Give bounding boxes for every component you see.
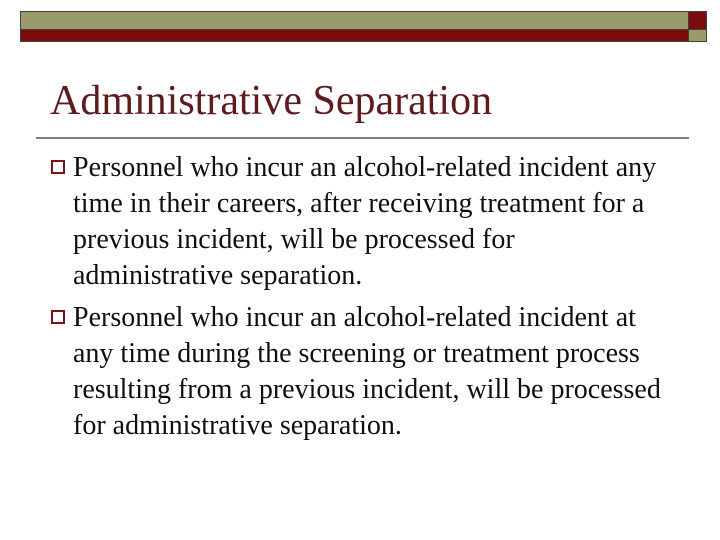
bullet-text-line: Personnel who incur an alcohol-related incident any [73, 152, 657, 183]
bullet-text-line: any time during the screening or treatment process [73, 338, 640, 369]
slide-title: Administrative Separation [50, 78, 493, 124]
bullet-text [73, 300, 661, 444]
corner-maroon-square [689, 11, 707, 30]
bullet-text-line: for administrative separation. [73, 410, 402, 441]
bullet-item [51, 300, 691, 444]
bullet-text-line: time in their careers, after receiving treatment for a [73, 188, 645, 219]
bullet-text-line: Personnel who incur an alcohol-related incident at [73, 302, 636, 333]
bullet-text-line: administrative separation. [73, 260, 363, 291]
bullet-item [51, 150, 691, 294]
title-divider-line [36, 137, 689, 139]
maroon-band [20, 30, 689, 42]
top-corner-blocks [689, 11, 707, 42]
top-bars [20, 11, 689, 42]
bullet-text [73, 150, 656, 294]
hollow-square-bullet-icon [51, 310, 65, 324]
corner-tan-square [689, 30, 707, 42]
bullet-text-line: previous incident, will be processed for [73, 224, 515, 255]
bullet-text-line: resulting from a previous incident, will be processed [73, 374, 661, 405]
tan-band [20, 11, 689, 30]
slide-body [51, 150, 691, 450]
hollow-square-bullet-icon [51, 160, 65, 174]
top-decoration [20, 11, 707, 42]
